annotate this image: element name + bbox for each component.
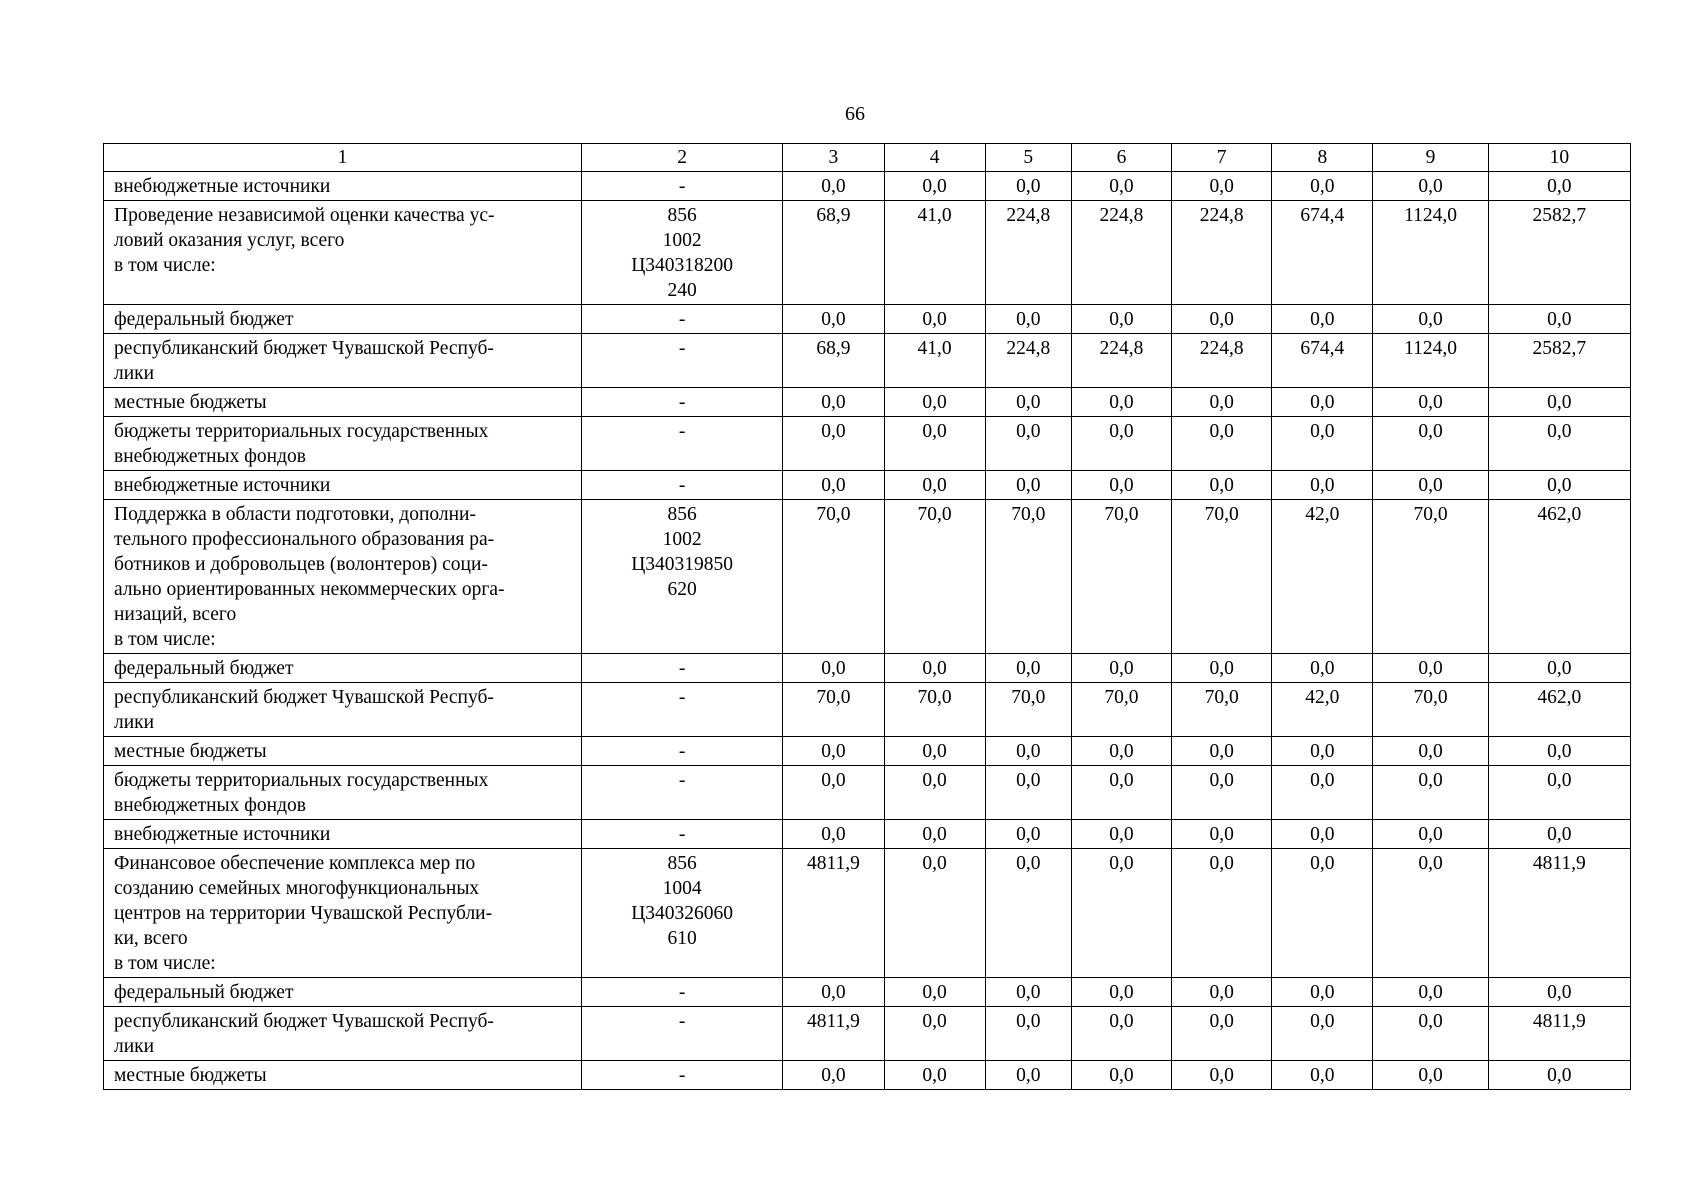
row-value-col-10: 0,0 — [1488, 417, 1630, 471]
table-row — [104, 820, 1631, 849]
row-value-col-7: 0,0 — [1172, 471, 1272, 500]
row-name: внебюджетные источники — [104, 172, 582, 201]
row-value-col-4: 41,0 — [884, 334, 985, 388]
row-value-col-3: 70,0 — [783, 683, 884, 737]
row-value-col-8: 42,0 — [1272, 500, 1373, 654]
row-budget-code: - — [581, 305, 782, 334]
table-row — [104, 471, 1631, 500]
row-value-col-9: 0,0 — [1373, 305, 1488, 334]
row-value-col-10: 2582,7 — [1488, 201, 1630, 305]
row-value-col-10: 0,0 — [1488, 172, 1630, 201]
table-row — [104, 978, 1631, 1007]
row-value-col-4: 0,0 — [884, 737, 985, 766]
table-row — [104, 172, 1631, 201]
row-value-col-9: 0,0 — [1373, 1061, 1488, 1090]
row-name: бюджеты территориальных государственных внебюджетных фондов — [104, 766, 582, 820]
row-value-col-5: 224,8 — [985, 334, 1071, 388]
row-value-col-7: 0,0 — [1172, 820, 1272, 849]
row-value-col-6: 0,0 — [1071, 654, 1171, 683]
row-value-col-9: 0,0 — [1373, 417, 1488, 471]
row-value-col-7: 0,0 — [1172, 172, 1272, 201]
row-value-col-4: 0,0 — [884, 766, 985, 820]
row-value-col-5: 0,0 — [985, 1007, 1071, 1061]
row-value-col-4: 0,0 — [884, 1007, 985, 1061]
row-value-col-6: 0,0 — [1071, 849, 1171, 978]
row-value-col-3: 0,0 — [783, 471, 884, 500]
row-value-col-8: 0,0 — [1272, 1061, 1373, 1090]
row-name: Проведение независимой оценки качества ус- ловий оказания услуг, всего в том числе: — [104, 201, 582, 305]
table-row — [104, 201, 1631, 305]
column-number-2: 2 — [581, 144, 782, 172]
row-value-col-8: 0,0 — [1272, 388, 1373, 417]
row-value-col-8: 0,0 — [1272, 1007, 1373, 1061]
row-value-col-9: 0,0 — [1373, 737, 1488, 766]
row-value-col-3: 0,0 — [783, 388, 884, 417]
row-value-col-5: 0,0 — [985, 978, 1071, 1007]
row-value-col-4: 0,0 — [884, 849, 985, 978]
row-value-col-4: 70,0 — [884, 500, 985, 654]
table-row — [104, 334, 1631, 388]
row-value-col-10: 0,0 — [1488, 978, 1630, 1007]
row-value-col-9: 70,0 — [1373, 500, 1488, 654]
row-value-col-8: 0,0 — [1272, 978, 1373, 1007]
row-budget-code: - — [581, 766, 782, 820]
row-value-col-6: 224,8 — [1071, 201, 1171, 305]
row-value-col-7: 224,8 — [1172, 334, 1272, 388]
row-value-col-3: 0,0 — [783, 417, 884, 471]
row-value-col-10: 0,0 — [1488, 820, 1630, 849]
row-value-col-6: 0,0 — [1071, 766, 1171, 820]
row-value-col-7: 0,0 — [1172, 1007, 1272, 1061]
column-number-10: 10 — [1488, 144, 1630, 172]
table-row — [104, 654, 1631, 683]
row-value-col-8: 42,0 — [1272, 683, 1373, 737]
row-name: республиканский бюджет Чувашской Респуб- лики — [104, 334, 582, 388]
row-value-col-3: 68,9 — [783, 334, 884, 388]
row-value-col-8: 0,0 — [1272, 849, 1373, 978]
row-budget-code: - — [581, 1007, 782, 1061]
row-budget-code: - — [581, 737, 782, 766]
row-value-col-6: 0,0 — [1071, 388, 1171, 417]
row-budget-code: - — [581, 334, 782, 388]
row-name: внебюджетные источники — [104, 820, 582, 849]
budget-table — [103, 143, 1631, 1090]
row-value-col-5: 0,0 — [985, 388, 1071, 417]
row-value-col-3: 70,0 — [783, 500, 884, 654]
column-number-1: 1 — [104, 144, 582, 172]
row-value-col-3: 0,0 — [783, 1061, 884, 1090]
page-number: 66 — [845, 103, 865, 125]
row-value-col-5: 0,0 — [985, 737, 1071, 766]
table-row — [104, 500, 1631, 654]
row-budget-code: - — [581, 417, 782, 471]
row-budget-code: - — [581, 172, 782, 201]
row-value-col-4: 0,0 — [884, 978, 985, 1007]
column-number-row — [104, 144, 1631, 172]
row-name: Финансовое обеспечение комплекса мер по созданию семейных многофункциональных центров на территории Чувашской Республи- ки, всего в том числе: — [104, 849, 582, 978]
row-value-col-8: 0,0 — [1272, 820, 1373, 849]
row-value-col-7: 0,0 — [1172, 766, 1272, 820]
row-value-col-6: 70,0 — [1071, 683, 1171, 737]
row-budget-code: - — [581, 471, 782, 500]
row-value-col-9: 70,0 — [1373, 683, 1488, 737]
row-value-col-10: 0,0 — [1488, 766, 1630, 820]
row-value-col-6: 0,0 — [1071, 305, 1171, 334]
row-budget-code: - — [581, 978, 782, 1007]
row-value-col-4: 0,0 — [884, 1061, 985, 1090]
table-row — [104, 683, 1631, 737]
row-value-col-3: 0,0 — [783, 172, 884, 201]
row-value-col-9: 0,0 — [1373, 172, 1488, 201]
row-name: местные бюджеты — [104, 388, 582, 417]
row-value-col-5: 0,0 — [985, 417, 1071, 471]
row-value-col-8: 0,0 — [1272, 305, 1373, 334]
row-value-col-10: 0,0 — [1488, 737, 1630, 766]
row-value-col-7: 70,0 — [1172, 500, 1272, 654]
row-value-col-5: 0,0 — [985, 654, 1071, 683]
table-row — [104, 388, 1631, 417]
row-value-col-7: 0,0 — [1172, 737, 1272, 766]
row-value-col-7: 0,0 — [1172, 654, 1272, 683]
row-value-col-3: 0,0 — [783, 737, 884, 766]
column-number-3: 3 — [783, 144, 884, 172]
row-value-col-10: 0,0 — [1488, 1061, 1630, 1090]
row-value-col-3: 0,0 — [783, 820, 884, 849]
row-value-col-5: 0,0 — [985, 305, 1071, 334]
column-number-5: 5 — [985, 144, 1071, 172]
column-number-8: 8 — [1272, 144, 1373, 172]
row-value-col-3: 4811,9 — [783, 1007, 884, 1061]
row-value-col-10: 0,0 — [1488, 471, 1630, 500]
row-value-col-7: 0,0 — [1172, 978, 1272, 1007]
row-value-col-8: 674,4 — [1272, 201, 1373, 305]
row-value-col-8: 674,4 — [1272, 334, 1373, 388]
row-value-col-9: 0,0 — [1373, 766, 1488, 820]
row-value-col-8: 0,0 — [1272, 766, 1373, 820]
row-value-col-4: 0,0 — [884, 820, 985, 849]
row-value-col-10: 0,0 — [1488, 654, 1630, 683]
row-value-col-8: 0,0 — [1272, 737, 1373, 766]
column-number-6: 6 — [1071, 144, 1171, 172]
row-value-col-5: 0,0 — [985, 820, 1071, 849]
row-value-col-3: 0,0 — [783, 305, 884, 334]
row-value-col-4: 0,0 — [884, 388, 985, 417]
row-value-col-7: 224,8 — [1172, 201, 1272, 305]
column-number-7: 7 — [1172, 144, 1272, 172]
row-value-col-7: 0,0 — [1172, 849, 1272, 978]
row-value-col-10: 2582,7 — [1488, 334, 1630, 388]
row-value-col-7: 0,0 — [1172, 417, 1272, 471]
row-budget-code: - — [581, 683, 782, 737]
column-number-4: 4 — [884, 144, 985, 172]
row-value-col-5: 0,0 — [985, 766, 1071, 820]
row-value-col-6: 0,0 — [1071, 1007, 1171, 1061]
row-value-col-8: 0,0 — [1272, 417, 1373, 471]
row-budget-code: 856 1002 Ц340318200 240 — [581, 201, 782, 305]
row-value-col-5: 0,0 — [985, 172, 1071, 201]
row-value-col-4: 0,0 — [884, 172, 985, 201]
row-value-col-5: 224,8 — [985, 201, 1071, 305]
row-value-col-8: 0,0 — [1272, 172, 1373, 201]
row-value-col-4: 0,0 — [884, 417, 985, 471]
row-value-col-5: 0,0 — [985, 471, 1071, 500]
table-row — [104, 417, 1631, 471]
row-value-col-5: 0,0 — [985, 1061, 1071, 1090]
row-value-col-10: 0,0 — [1488, 388, 1630, 417]
row-budget-code: - — [581, 1061, 782, 1090]
table-row — [104, 1007, 1631, 1061]
table-row — [104, 1061, 1631, 1090]
row-value-col-4: 70,0 — [884, 683, 985, 737]
table-row — [104, 305, 1631, 334]
row-value-col-6: 224,8 — [1071, 334, 1171, 388]
row-name: Поддержка в области подготовки, дополни- тельного профессионального образования ра- ботников и добровольцев (волонтеров) соци- ально ориентированных некоммерческих орга- низаций, всего в том числе: — [104, 500, 582, 654]
row-value-col-7: 0,0 — [1172, 388, 1272, 417]
row-name: федеральный бюджет — [104, 978, 582, 1007]
row-value-col-6: 70,0 — [1071, 500, 1171, 654]
row-value-col-8: 0,0 — [1272, 471, 1373, 500]
row-value-col-8: 0,0 — [1272, 654, 1373, 683]
row-value-col-3: 4811,9 — [783, 849, 884, 978]
row-name: местные бюджеты — [104, 737, 582, 766]
row-value-col-6: 0,0 — [1071, 471, 1171, 500]
row-value-col-10: 0,0 — [1488, 305, 1630, 334]
row-value-col-6: 0,0 — [1071, 820, 1171, 849]
row-name: внебюджетные источники — [104, 471, 582, 500]
row-value-col-3: 68,9 — [783, 201, 884, 305]
row-value-col-9: 0,0 — [1373, 471, 1488, 500]
row-value-col-4: 0,0 — [884, 654, 985, 683]
row-value-col-9: 0,0 — [1373, 388, 1488, 417]
row-value-col-9: 0,0 — [1373, 654, 1488, 683]
row-value-col-5: 70,0 — [985, 500, 1071, 654]
row-value-col-10: 4811,9 — [1488, 1007, 1630, 1061]
table-body — [104, 144, 1631, 1090]
row-value-col-10: 4811,9 — [1488, 849, 1630, 978]
row-value-col-4: 0,0 — [884, 305, 985, 334]
row-value-col-6: 0,0 — [1071, 1061, 1171, 1090]
row-value-col-7: 0,0 — [1172, 1061, 1272, 1090]
table-row — [104, 737, 1631, 766]
row-value-col-7: 70,0 — [1172, 683, 1272, 737]
row-budget-code: 856 1004 Ц340326060 610 — [581, 849, 782, 978]
row-name: федеральный бюджет — [104, 305, 582, 334]
table-row — [104, 849, 1631, 978]
row-value-col-9: 0,0 — [1373, 1007, 1488, 1061]
row-value-col-5: 0,0 — [985, 849, 1071, 978]
table-row — [104, 766, 1631, 820]
row-value-col-3: 0,0 — [783, 654, 884, 683]
row-name: республиканский бюджет Чувашской Респуб- лики — [104, 683, 582, 737]
row-value-col-9: 1124,0 — [1373, 334, 1488, 388]
row-budget-code: - — [581, 388, 782, 417]
row-value-col-9: 1124,0 — [1373, 201, 1488, 305]
row-budget-code: - — [581, 820, 782, 849]
row-value-col-6: 0,0 — [1071, 737, 1171, 766]
row-value-col-3: 0,0 — [783, 978, 884, 1007]
row-value-col-10: 462,0 — [1488, 683, 1630, 737]
row-value-col-9: 0,0 — [1373, 978, 1488, 1007]
row-name: местные бюджеты — [104, 1061, 582, 1090]
row-value-col-4: 41,0 — [884, 201, 985, 305]
row-budget-code: - — [581, 654, 782, 683]
row-value-col-10: 462,0 — [1488, 500, 1630, 654]
row-name: федеральный бюджет — [104, 654, 582, 683]
row-value-col-6: 0,0 — [1071, 417, 1171, 471]
row-name: республиканский бюджет Чувашской Респуб- лики — [104, 1007, 582, 1061]
column-number-9: 9 — [1373, 144, 1488, 172]
row-value-col-7: 0,0 — [1172, 305, 1272, 334]
row-value-col-3: 0,0 — [783, 766, 884, 820]
row-budget-code: 856 1002 Ц340319850 620 — [581, 500, 782, 654]
row-value-col-6: 0,0 — [1071, 172, 1171, 201]
row-name: бюджеты территориальных государственных внебюджетных фондов — [104, 417, 582, 471]
row-value-col-4: 0,0 — [884, 471, 985, 500]
row-value-col-9: 0,0 — [1373, 820, 1488, 849]
row-value-col-6: 0,0 — [1071, 978, 1171, 1007]
row-value-col-9: 0,0 — [1373, 849, 1488, 978]
row-value-col-5: 70,0 — [985, 683, 1071, 737]
